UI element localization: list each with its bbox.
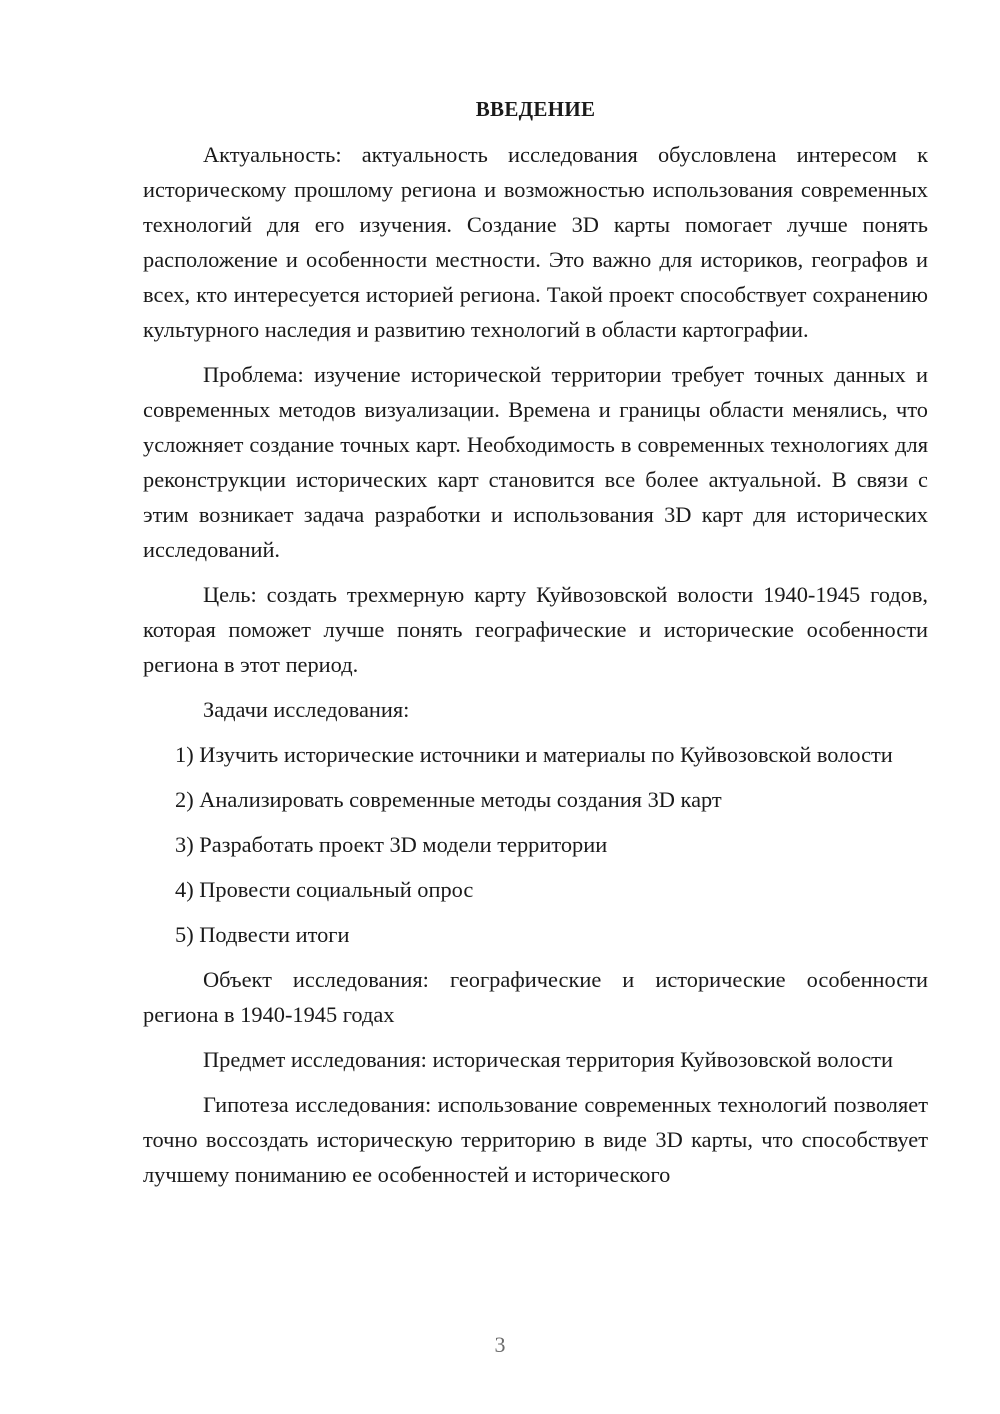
goal-paragraph: Цель: создать трехмерную карту Куйвозовской волости 1940-1945 годов, которая поможет лучше понять географические и исторические особенности региона в этот период. [143, 582, 928, 677]
section-heading: ВВЕДЕНИЕ [475, 97, 596, 121]
hypothesis-paragraph: Гипотеза исследования: использование современных технологий позволяет точно воссоздать историческую территорию в виде 3D карты, что способствует лучшему пониманию ее особенностей и исторического [143, 1092, 928, 1187]
task-item-4: 4) Провести социальный опрос [175, 877, 474, 902]
relevance-paragraph: Актуальность: актуальность исследования обусловлена интересом к историческому прошлому региона и возможностью использования современных технологий для его изучения. Создание 3D карты помогает лучше понять расположение и особенности местности. Это важно для историков, географов и всех, кто интересуется историей региона. Такой проект способствует сохранению культурного наследия и развитию технологий в области картографии. [143, 142, 928, 342]
problem-paragraph: Проблема: изучение исторической территории требует точных данных и современных методов визуализации. Времена и границы области менялись, что усложняет создание точных карт. Необходимость в современных технологиях для реконструкции исторических карт становится все более актуальной. В связи с этим возникает задача разработки и использования 3D карт для исторических исследований. [143, 362, 928, 562]
page-number: 3 [494, 1332, 506, 1357]
object-paragraph: Объект исследования: географические и исторические особенности региона в 1940-1945 годах [143, 967, 928, 1027]
task-item-3: 3) Разработать проект 3D модели территории [175, 832, 608, 857]
tasks-title: Задачи исследования: [203, 697, 410, 722]
task-item-2: 2) Анализировать современные методы создания 3D карт [175, 787, 722, 812]
task-item-5: 5) Подвести итоги [175, 922, 350, 947]
document-page [143, 92, 928, 1202]
task-item-1: 1) Изучить исторические источники и материалы по Куйвозовской волости [175, 742, 893, 767]
subject-paragraph: Предмет исследования: историческая территория Куйвозовской волости [203, 1047, 893, 1072]
